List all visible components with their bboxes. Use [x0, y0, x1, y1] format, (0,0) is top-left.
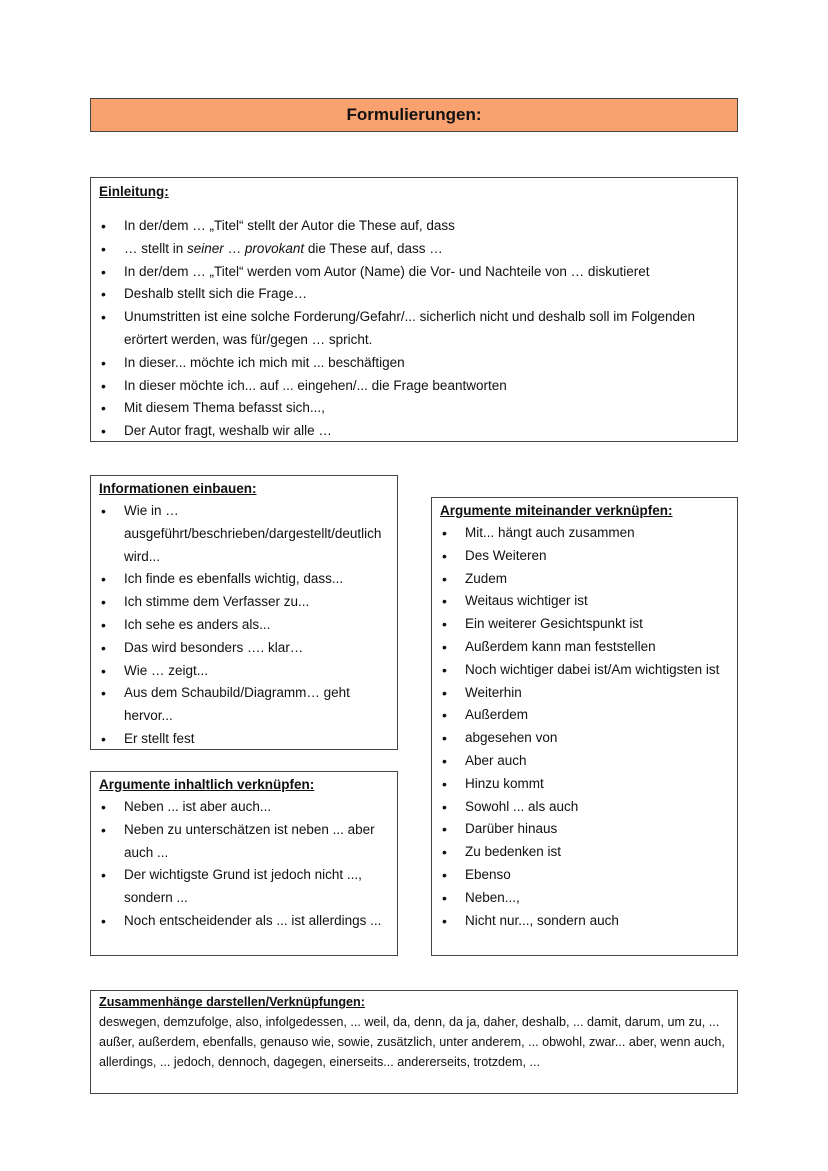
list-item: • Unumstritten ist eine solche Forderung/Gefahr/... sicherlich nicht und deshalb soll im Folgenden erörtert werden, was für/gegen … spricht. — [99, 306, 729, 352]
list-item: • Darüber hinaus — [440, 818, 729, 841]
list-item: • Aus dem Schaubild/Diagramm… geht hervor... — [99, 682, 389, 728]
list-item: • Neben ... ist aber auch... — [99, 796, 389, 819]
list-item: • Neben..., — [440, 887, 729, 910]
bullet-list — [99, 796, 389, 933]
section-heading: Einleitung: — [99, 184, 169, 199]
list-item: • Zudem — [440, 568, 729, 591]
zusammenhaenge-section — [90, 990, 738, 1094]
list-item: • Mit... hängt auch zusammen — [440, 522, 729, 545]
list-item: • Neben zu unterschätzen ist neben ... aber auch ... — [99, 819, 389, 865]
list-item: • Er stellt fest — [99, 728, 389, 751]
text: … — [223, 240, 245, 256]
list-item: • In der/dem … „Titel“ stellt der Autor die These auf, dass — [99, 215, 729, 238]
list-item: • Das wird besonders …. klar… — [99, 637, 389, 660]
list-item: • Aber auch — [440, 750, 729, 773]
bullet-list — [440, 522, 729, 932]
bullet-list — [99, 215, 729, 443]
list-item: • Außerdem — [440, 704, 729, 727]
list-item: • Ebenso — [440, 864, 729, 887]
list-item: • Noch wichtiger dabei ist/Am wichtigsten ist — [440, 659, 729, 682]
list-item: • Wie … zeigt... — [99, 660, 389, 683]
list-item: • Wie in … ausgeführt/beschrieben/dargestellt/deutlich wird... — [99, 500, 389, 568]
list-item: • Der Autor fragt, weshalb wir alle … — [99, 420, 729, 443]
text: … stellt in — [124, 240, 188, 256]
list-item: • Noch entscheidender als ... ist allerdings ... — [99, 910, 389, 933]
miteinander-section — [431, 497, 738, 956]
list-item: • Deshalb stellt sich die Frage… — [99, 283, 729, 306]
text: die These auf, dass … — [304, 240, 443, 256]
section-heading: Argumente miteinander verknüpfen: — [440, 503, 673, 518]
list-item: • Der wichtigste Grund ist jedoch nicht ..., sondern ... — [99, 864, 389, 910]
page-title: Formulierungen: — [90, 98, 738, 132]
connectives-text: deswegen, demzufolge, also, infolgedessen, ... weil, da, denn, da ja, daher, deshalb, ... damit, darum, um zu, ... außer, außerdem, ebenfalls, genauso wie, sowie, zusätzlich, unter anderem, ... obwohl, zwar... aber, wenn auch, allerdings, ... jedoch, dennoch, dagegen, einerseits... andererseits, trotzdem, ... — [99, 1015, 725, 1069]
list-item: • Ich finde es ebenfalls wichtig, dass... — [99, 568, 389, 591]
italic-text: provokant — [244, 240, 305, 256]
list-item: • abgesehen von — [440, 727, 729, 750]
list-item: • Ich stimme dem Verfasser zu... — [99, 591, 389, 614]
inhaltlich-section — [90, 771, 398, 956]
list-item: • Weitaus wichtiger ist — [440, 590, 729, 613]
informationen-section — [90, 475, 398, 750]
list-item: • Außerdem kann man feststellen — [440, 636, 729, 659]
list-item: • Weiterhin — [440, 682, 729, 705]
list-item: • Ich sehe es anders als... — [99, 614, 389, 637]
list-item: • Zu bedenken ist — [440, 841, 729, 864]
section-heading: Argumente inhaltlich verknüpfen: — [99, 777, 315, 792]
bullet-list — [99, 500, 389, 751]
section-heading: Informationen einbauen: — [99, 481, 257, 496]
list-item: • Hinzu kommt — [440, 773, 729, 796]
list-item: • In dieser möchte ich... auf ... eingehen/... die Frage beantworten — [99, 375, 729, 398]
list-item — [99, 238, 729, 261]
list-item: • Mit diesem Thema befasst sich..., — [99, 397, 729, 420]
list-item: • In dieser... möchte ich mich mit ... beschäftigen — [99, 352, 729, 375]
list-item: • Des Weiteren — [440, 545, 729, 568]
einleitung-section — [90, 177, 738, 442]
list-item: • Nicht nur..., sondern auch — [440, 910, 729, 933]
list-item: • Sowohl ... als auch — [440, 796, 729, 819]
list-item: • In der/dem … „Titel“ werden vom Autor (Name) die Vor- und Nachteile von … diskutieret — [99, 261, 729, 284]
list-item: • Ein weiterer Gesichtspunkt ist — [440, 613, 729, 636]
section-heading: Zusammenhänge darstellen/Verknüpfungen: — [99, 995, 365, 1009]
italic-text: seiner — [187, 240, 224, 256]
